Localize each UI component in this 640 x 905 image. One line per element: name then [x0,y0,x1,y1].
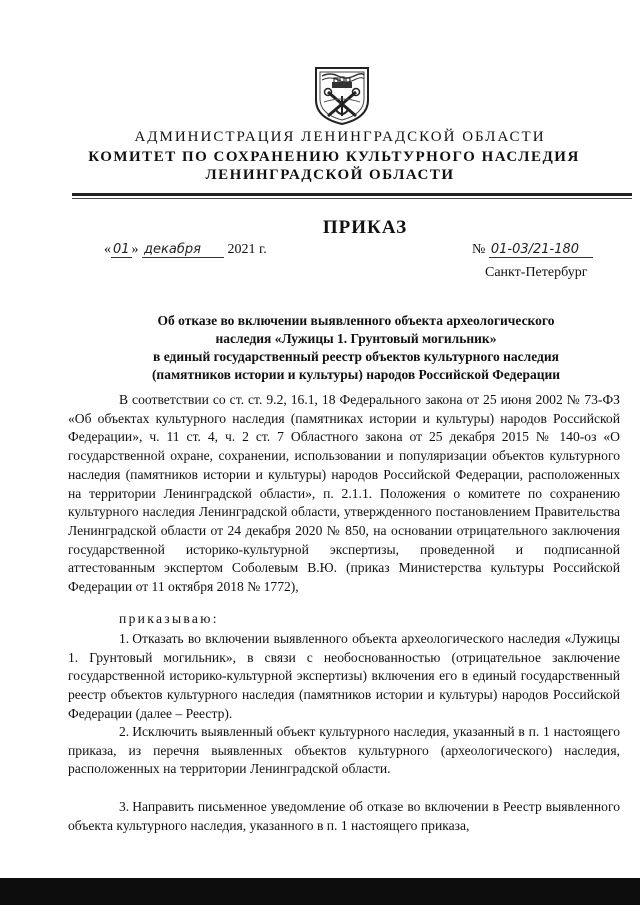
scan-edge-bar [0,878,640,905]
number-label: № [472,242,486,257]
item-text: Отказать во включении выявленного объекта археологического наследия «Лужицы 1. Грунтовый могильник», в связи с необоснованностью (отрицательное заключение государственной историко-культурной экспертизы) включения его в единый государственный реестр объектов культурного наследия (памятников истории и культуры) народов Российской Федерации (далее – Реестр). [68,631,620,721]
orders-label: приказываю: [119,611,219,626]
order-item [68,798,620,835]
date-close-quote: » [131,242,139,257]
committee-heading: КОМИТЕТ ПО СОХРАНЕНИЮ КУЛЬТУРНОГО НАСЛЕДИЯ [88,149,580,165]
coat-of-arms-emblem [310,66,374,126]
subject-line: в единый государственный реестр объектов культурного наследия [153,349,559,364]
order-item [68,723,620,779]
item-text: Исключить выявленный объект культурного наследия, указанный в п. 1 настоящего приказа, из перечня выявленных объектов культурного (археологического) наследия, расположенных на территории Ленинградской области. [68,724,620,777]
subject-line: Об отказе во включении выявленного объекта археологического [157,313,555,328]
order-city: Санкт-Петербург [485,265,588,280]
preamble-paragraph: В соответствии со ст. ст. 9.2, 16.1, 18 Федерального закона от 25 июня 2002 № 73-ФЗ «Об объектах культурного наследия (памятниках истории и культуры) народов Российской Федерации», ч. 11 ст. 4, ч. 2 ст. 7 Областного закона от 25 декабря 2015 № 140-оз «О государственной охране, сохранении, использовании и популяризации объектов культурного наследия (памятников истории и культуры) народов Российской Федерации, расположенных на территории Ленинградской области», п. 2.1.1. Положения о комитете по сохранению культурного наследия Ленинградской области, утвержденного постановлением Правительства Ленинградской области от 24 декабря 2020 № 850, на основании отрицательного заключения государственной историко-культурной экспертизы, проведенной и подписанной аттестованным экспертом Соболевым В.Ю. (приказ Министерства культуры Российской Федерации от 11 октября 2018 № 1772), [68,392,620,595]
region-heading: ЛЕНИНГРАДСКОЙ ОБЛАСТИ [205,167,455,183]
date-open-quote: « [104,242,111,257]
header-divider-thick [72,193,632,196]
header-divider-thin [72,198,632,199]
administration-heading: АДМИНИСТРАЦИЯ ЛЕНИНГРАДСКОЙ ОБЛАСТИ [134,129,546,145]
item-number: 1. [119,631,130,646]
item-number: 2. [119,724,130,739]
date-month: декабря [142,242,224,258]
item-number: 3. [119,799,130,814]
subject-line: (памятников истории и культуры) народов Российской Федерации [151,367,561,382]
date-year: 2021 г. [227,242,267,257]
date-day: 01 [113,242,130,257]
order-date [104,242,267,258]
order-number [472,242,593,258]
order-item [68,630,620,724]
item-text: Направить письменное уведомление об отказе во включении в Реестр выявленного объекта культурного наследия, указанного в п. 1 настоящего приказа, [68,799,620,833]
order-subject [96,312,616,384]
subject-line: наследия «Лужицы 1. Грунтовый могильник» [215,331,497,346]
order-title: ПРИКАЗ [322,217,408,238]
number-value: 01-03/21-180 [489,242,593,258]
